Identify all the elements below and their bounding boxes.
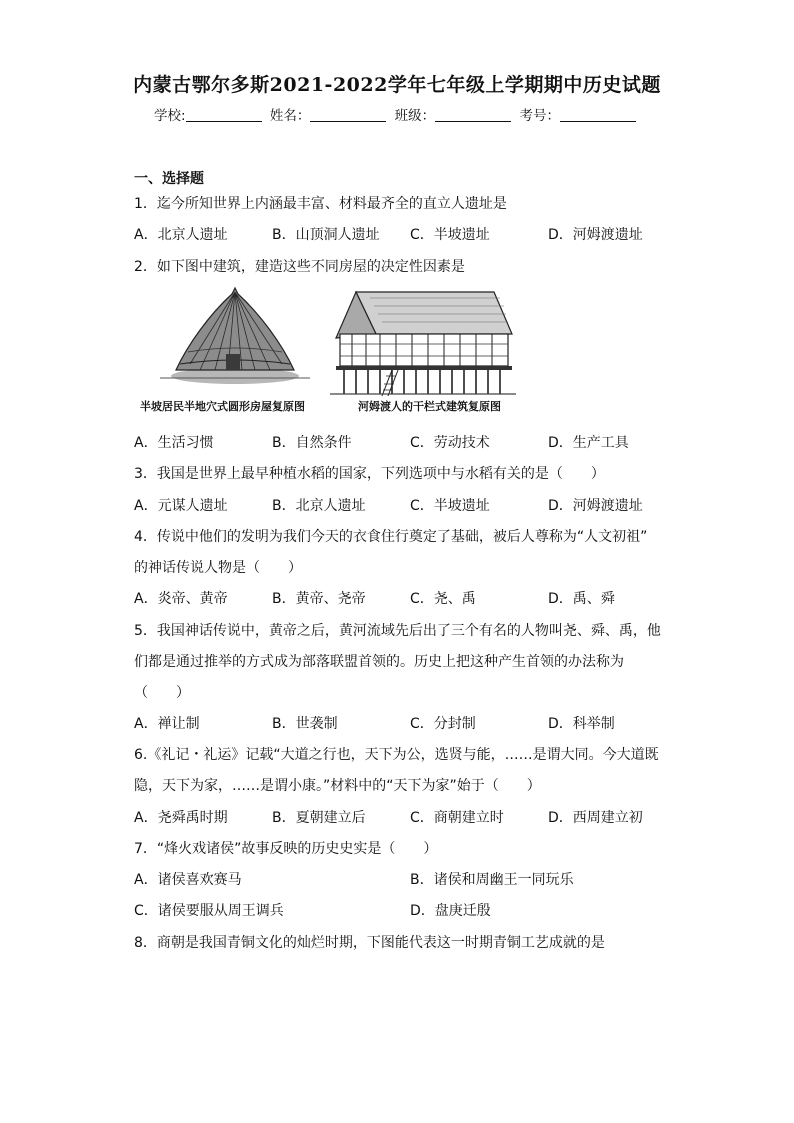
id-label: 考号： xyxy=(519,108,560,124)
question-4-stem-line-2: 的神话传说人物是（ ） xyxy=(134,560,302,576)
question-8-stem: 8．商朝是我国青铜文化的灿烂时期，下图能代表这一时期青铜工艺成就的是 xyxy=(134,935,605,951)
question-2-stem: 2．如下图中建筑，建造这些不同房屋的决定性因素是 xyxy=(134,259,465,275)
option-b[interactable]: B．自然条件 xyxy=(272,435,352,451)
question-4-stem-line-1: 4．传说中他们的发明为我们今天的衣食住行奠定了基础，被后人尊称为“人文初祖” xyxy=(134,529,648,545)
question-5-stem-line-1: 5．我国神话传说中，黄帝之后，黄河流域先后出了三个有名的人物叫尧、舜、禹，他 xyxy=(134,623,661,639)
banpo-round-hut-image xyxy=(160,288,310,384)
question-7-stem: 7．“烽火戏诸侯”故事反映的历史史实是（ ） xyxy=(134,841,438,857)
exam-title: 内蒙古鄂尔多斯2021-2022学年七年级上学期期中历史试题 xyxy=(133,74,661,96)
option-c[interactable]: C．尧、禹 xyxy=(410,591,476,607)
option-d[interactable]: D．盘庚迁殷 xyxy=(410,903,491,919)
option-c[interactable]: C．商朝建立时 xyxy=(410,810,504,826)
option-c[interactable]: C．诸侯要服从周王调兵 xyxy=(134,903,284,919)
option-a[interactable]: A．禅让制 xyxy=(134,716,200,732)
option-a[interactable]: A．尧舜禹时期 xyxy=(134,810,228,826)
question-5-stem-line-2: 们都是通过推举的方式成为部落联盟首领的。历史上把这种产生首领的办法称为 xyxy=(134,654,624,670)
option-b[interactable]: B．山顶洞人遗址 xyxy=(272,227,380,243)
option-b[interactable]: B．夏朝建立后 xyxy=(272,810,366,826)
name-blank[interactable] xyxy=(310,109,386,122)
student-info-line xyxy=(0,104,794,124)
option-a[interactable]: A．元谋人遗址 xyxy=(134,498,228,514)
question-5-stem-line-3: （ ） xyxy=(134,685,190,701)
option-a[interactable]: A．北京人遗址 xyxy=(134,227,228,243)
option-a[interactable]: A．炎帝、黄帝 xyxy=(134,591,228,607)
question-3-stem: 3．我国是世界上最早种植水稻的国家，下列选项中与水稻有关的是（ ） xyxy=(134,466,605,482)
house-reconstruction-figure xyxy=(140,284,520,419)
option-d[interactable]: D．河姆渡遗址 xyxy=(548,227,643,243)
hemudu-stilt-house-image xyxy=(330,292,516,396)
option-c[interactable]: C．分封制 xyxy=(410,716,476,732)
question-6-stem-line-2: 隐，天下为家，……是谓小康。”材料中的“天下为家”始于（ ） xyxy=(134,778,541,794)
option-b[interactable]: B．北京人遗址 xyxy=(272,498,366,514)
id-blank[interactable] xyxy=(560,109,636,122)
caption-hemudu: 河姆渡人的干栏式建筑复原图 xyxy=(358,400,501,413)
option-d[interactable]: D．科举制 xyxy=(548,716,615,732)
school-label: 学校: xyxy=(154,108,186,124)
caption-banpo: 半坡居民半地穴式圆形房屋复原图 xyxy=(140,400,305,413)
option-d[interactable]: D．禹、舜 xyxy=(548,591,615,607)
option-c[interactable]: C．劳动技术 xyxy=(410,435,490,451)
question-1-stem: 1．迄今所知世界上内涵最丰富、材料最齐全的直立人遗址是 xyxy=(134,196,507,212)
option-a[interactable]: A．生活习惯 xyxy=(134,435,214,451)
option-a[interactable]: A．诸侯喜欢赛马 xyxy=(134,872,242,888)
name-label: 姓名： xyxy=(269,108,311,124)
school-blank[interactable] xyxy=(186,109,262,122)
section-title: 一、选择题 xyxy=(134,171,204,187)
option-b[interactable]: B．黄帝、尧帝 xyxy=(272,591,366,607)
option-d[interactable]: D．河姆渡遗址 xyxy=(548,498,643,514)
option-c[interactable]: C．半坡遗址 xyxy=(410,498,490,514)
option-d[interactable]: D．生产工具 xyxy=(548,435,629,451)
option-d[interactable]: D．西周建立初 xyxy=(548,810,643,826)
option-c[interactable]: C．半坡遗址 xyxy=(410,227,490,243)
question-6-stem-line-1: 6.《礼记・礼运》记载“大道之行也，天下为公，选贤与能，……是谓大同。今大道既 xyxy=(134,747,659,763)
option-b[interactable]: B．世袭制 xyxy=(272,716,338,732)
class-blank[interactable] xyxy=(435,109,511,122)
option-b[interactable]: B．诸侯和周幽王一同玩乐 xyxy=(410,872,574,888)
class-label: 班级： xyxy=(394,108,436,124)
